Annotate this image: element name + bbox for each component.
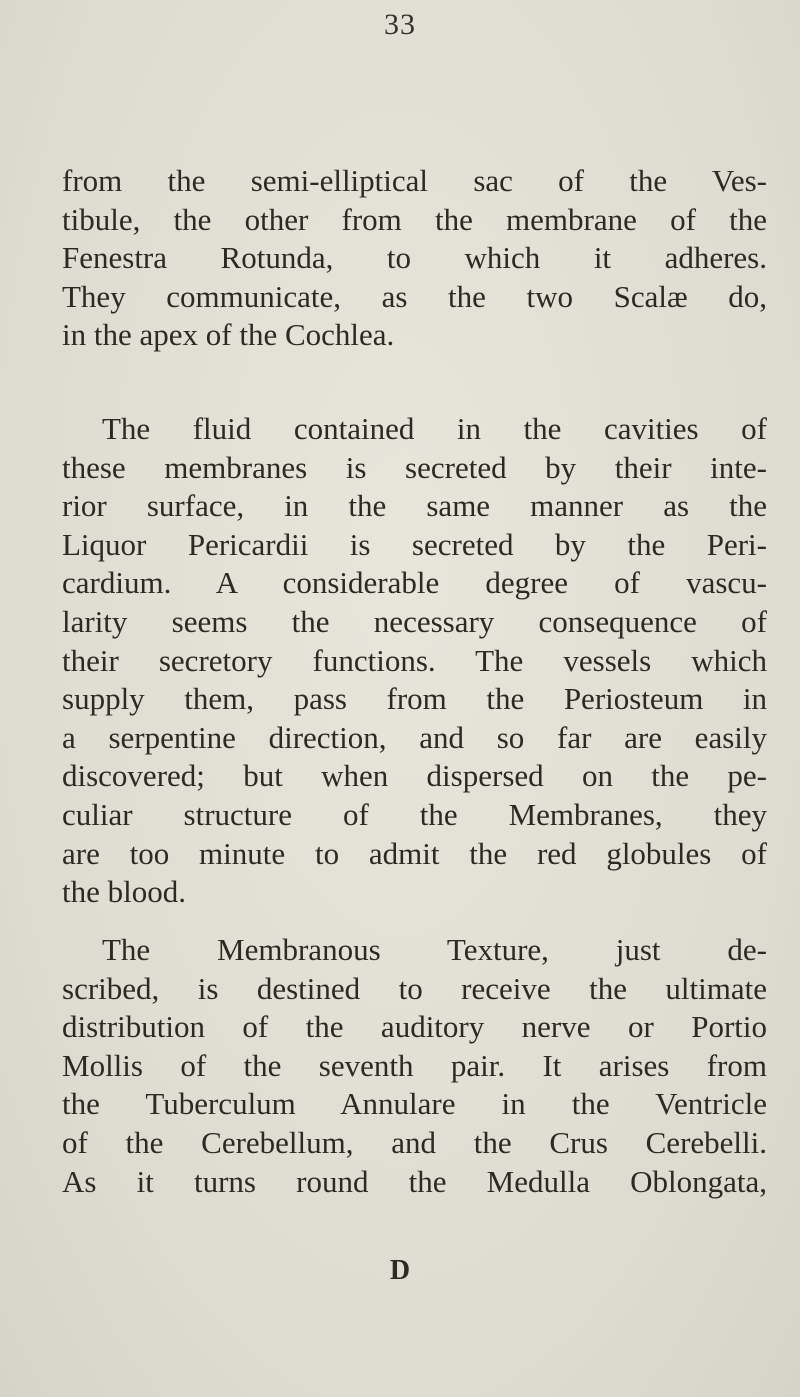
text-line: Liquor Pericardii is secreted by the Peri- (62, 526, 767, 562)
text-line: the blood. (62, 874, 186, 910)
paragraph-2 (62, 410, 767, 912)
text-line: Mollis of the seventh pair. It arises from (62, 1047, 767, 1083)
text-line: As it turns round the Medulla Oblongata, (62, 1163, 767, 1199)
text-line: culiar structure of the Membranes, they (62, 796, 767, 832)
page-number: 33 (384, 8, 416, 41)
text-line: discovered; but when dispersed on the pe- (62, 758, 767, 794)
text-line: rior surface, in the same manner as the (62, 488, 767, 524)
text-line: of the Cerebellum, and the Crus Cerebelli. (62, 1124, 767, 1160)
text-line: The fluid contained in the cavities of (102, 411, 767, 446)
text-line: from the semi-elliptical sac of the Ves- (62, 163, 767, 198)
text-line: Fenestra Rotunda, to which it adheres. (62, 240, 767, 276)
text-line: are too minute to admit the red globules of (62, 835, 767, 871)
text-line: scribed, is destined to receive the ultimate (62, 970, 767, 1006)
text-line: The Membranous Texture, just de- (102, 932, 767, 967)
text-line: their secretory functions. The vessels which (62, 642, 767, 678)
text-line: the Tuberculum Annulare in the Ventricle (62, 1086, 767, 1122)
text-line: in the apex of the Cochlea. (62, 317, 395, 353)
paragraph-3 (62, 931, 767, 1201)
text-line: distribution of the auditory nerve or Portio (62, 1009, 767, 1045)
text-line: cardium. A considerable degree of vascu- (62, 565, 767, 601)
text-line: tibule, the other from the membrane of the (62, 201, 767, 237)
text-line: these membranes is secreted by their inte- (62, 449, 767, 485)
text-line: supply them, pass from the Periosteum in (62, 681, 767, 717)
text-line: a serpentine direction, and so far are easily (62, 719, 767, 755)
paragraph-1 (62, 162, 767, 355)
signature-mark: D (389, 1255, 411, 1286)
text-line: larity seems the necessary consequence of (62, 603, 767, 639)
text-line: They communicate, as the two Scalæ do, (62, 278, 767, 314)
